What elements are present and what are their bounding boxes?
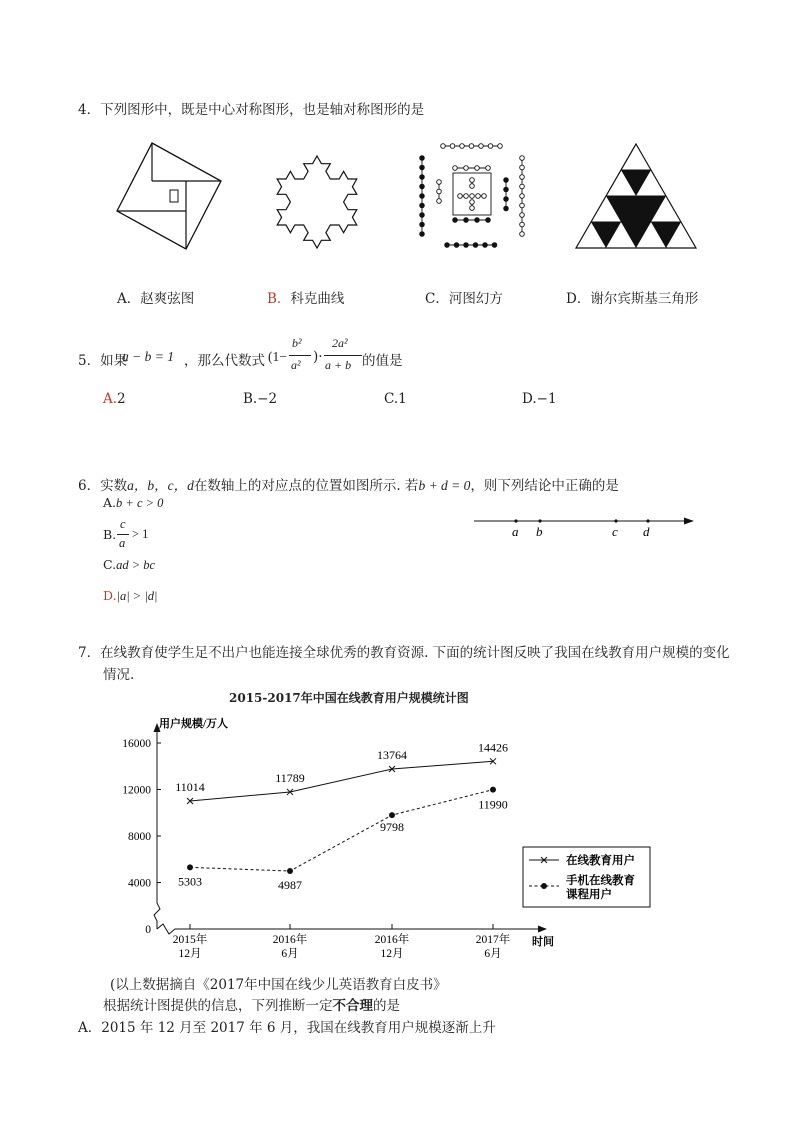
q5-option-b-letter: B. (243, 391, 258, 407)
q6-stem-mid: 在数轴上的对应点的位置如图所示. 若 (193, 478, 419, 494)
q6-option-b-letter: B. (103, 527, 117, 542)
q6-option-b-bar (117, 534, 129, 535)
q5-frac2-num: 2a² (332, 336, 348, 350)
q6-option-d (103, 588, 158, 604)
legend-mobile-course-label-line1: 手机在线教育 (566, 875, 635, 887)
q5-frac1-num: b² (292, 336, 302, 350)
white-dot (470, 200, 475, 205)
white-dot (476, 194, 481, 199)
white-dot (520, 213, 525, 218)
black-dot (420, 203, 425, 208)
white-dot (520, 194, 525, 199)
q6-option-b-den: a (119, 536, 126, 550)
series-mobile-course-marker (187, 864, 193, 870)
x-tick-label-month: 6月 (484, 948, 502, 960)
q5-option-d-value: −1 (536, 391, 557, 407)
q5-condition: a − b = 1 (122, 349, 174, 364)
white-dot (437, 199, 442, 204)
white-dot (453, 166, 458, 171)
y-axis (154, 729, 160, 929)
x-tick-label-month: 12月 (380, 948, 404, 960)
series-online-education-value-label: 13764 (377, 747, 407, 762)
black-dot (420, 184, 425, 189)
q6-vars: a，b，c，d (127, 478, 194, 493)
q6-option-a-letter: A. (103, 495, 117, 510)
series-mobile-course-marker (287, 868, 293, 874)
legend-online-education-label: 在线教育用户 (566, 855, 635, 867)
q7-question-bold: 不合理 (332, 998, 373, 1014)
q5-option-b (243, 391, 277, 407)
q6-option-a-text: b + c > 0 (116, 496, 164, 510)
q6-stem-suffix: ，则下列结论中正确的是 (470, 478, 619, 494)
q6-stem-prefix: 6．实数 (78, 478, 128, 494)
series-mobile-course-value-label: 5303 (178, 874, 202, 889)
q5-frac1-den: a² (291, 358, 301, 372)
q4-option-c-text: 河图幻方 (448, 291, 503, 307)
q5-option-c-letter: C. (384, 391, 399, 407)
q5-frac1-bar (289, 355, 311, 356)
q5-expr-open: (1− (268, 349, 287, 364)
black-dot (454, 243, 459, 248)
y-tick-label: 0 (145, 924, 151, 936)
q5-option-a-letter: A. (103, 391, 118, 407)
q6-option-c-text: ad > bc (116, 558, 156, 572)
q6-option-b (103, 517, 183, 553)
chart-title: 2015-2017年中国在线教育用户规模统计图 (229, 691, 469, 705)
q6-option-b-num: c (120, 517, 126, 531)
white-dot (520, 165, 525, 170)
black-dot (420, 165, 425, 170)
point-d-label: d (643, 524, 650, 539)
q5-frac2-bar (324, 355, 362, 356)
x-axis-arrow-icon (538, 926, 547, 933)
white-dot (464, 166, 469, 171)
black-dot (420, 232, 425, 237)
black-dot (504, 178, 509, 183)
point-a-label: a (512, 524, 519, 539)
q7-question-suffix: 的是 (373, 998, 400, 1014)
white-dot (469, 144, 474, 149)
legend-mobile-course-marker (541, 883, 547, 889)
q6-option-d-text: |a| > |d| (116, 589, 158, 603)
black-dot (420, 175, 425, 180)
q5-option-c (384, 391, 407, 407)
y-tick-label: 16000 (122, 738, 151, 750)
white-dot (520, 156, 525, 161)
q7-source-note: (以上数据摘自《2017年中国在线少儿英语教育白皮书》 (110, 977, 447, 993)
x-axis-label: 时间 (532, 936, 554, 948)
series-mobile-course-marker (389, 812, 395, 818)
point-b-dot (538, 519, 541, 522)
x-tick-label-year: 2016年 (374, 934, 410, 946)
q7-stem-line2: 情况. (103, 667, 135, 683)
white-dot (479, 144, 484, 149)
white-dot (486, 166, 491, 171)
series-online-education-line (190, 761, 493, 801)
series-mobile-course-value-label: 4987 (278, 878, 302, 893)
white-dot (520, 203, 525, 208)
white-dot (488, 144, 493, 149)
q5-stem-prefix: 5．如果 (78, 353, 128, 369)
series-online-education-value-label: 11014 (175, 779, 205, 794)
figure-a-zhao-shuang (110, 140, 225, 252)
q5-option-b-value: −2 (257, 391, 278, 407)
black-dot (464, 243, 469, 248)
white-dot (520, 184, 525, 189)
white-dot (520, 175, 525, 180)
white-dot (464, 194, 469, 199)
x-tick-label-year: 2015年 (172, 934, 208, 946)
y-tick-label: 12000 (122, 784, 151, 797)
white-dot (441, 144, 446, 149)
series-online-education-value-label: 14426 (478, 740, 508, 755)
black-dot (475, 218, 480, 223)
white-dot (520, 232, 525, 237)
point-a-dot (514, 519, 517, 522)
q4-option-d-letter: D． (566, 291, 591, 307)
q5-stem-suffix: 的值是 (362, 353, 403, 369)
black-dot (504, 197, 509, 202)
q7-question (103, 994, 400, 1014)
x-tick-label-month: 6月 (281, 948, 299, 960)
white-dot (437, 180, 442, 185)
series-mobile-course-value-label: 11990 (478, 797, 508, 812)
black-dot (492, 243, 497, 248)
black-dot (420, 222, 425, 227)
q6-option-c-letter: C. (103, 557, 117, 572)
white-dot (470, 206, 475, 211)
q7-stem-line1: 7．在线教育使学生足不出户也能连接全球优秀的教育资源. 下面的统计图反映了我国在线教育用户规模的变化 (78, 645, 730, 661)
q5-stem-mid: ，那么代数式 (184, 353, 265, 369)
black-dot (453, 218, 458, 223)
series-mobile-course-line (190, 790, 493, 871)
q5-frac2-den: a + b (325, 358, 352, 372)
q4-option-b-text: 科克曲线 (290, 291, 345, 307)
q6-option-c (103, 557, 155, 573)
q4-option-c-letter: C． (425, 291, 449, 307)
q4-option-c (425, 287, 503, 307)
figure-b-koch-curve (262, 140, 372, 252)
black-dot (473, 243, 478, 248)
black-dot (420, 156, 425, 161)
series-mobile-course-value-label: 9798 (380, 820, 404, 835)
x-tick-label-month: 12月 (178, 948, 202, 960)
y-tick-label: 8000 (128, 831, 151, 843)
q6-stem (78, 474, 619, 494)
q5-expr-close: )· (313, 349, 323, 365)
white-dot (437, 189, 442, 194)
q5-option-c-value: 1 (398, 391, 407, 407)
series-mobile-course-marker (490, 787, 496, 793)
q4-option-b-letter: B． (267, 291, 291, 307)
x-tick-label-year: 2016年 (272, 934, 308, 946)
q5-option-d (522, 391, 557, 407)
q7-option-a: A．2015 年 12 月至 2017 年 6 月，我国在线教育用户规模逐渐上升 (78, 1020, 496, 1036)
white-dot (475, 166, 480, 171)
black-dot (445, 243, 450, 248)
q5-option-d-letter: D. (522, 391, 537, 407)
q5-option-a (103, 391, 126, 407)
black-dot (504, 206, 509, 211)
q4-option-a-letter: A． (117, 291, 141, 307)
point-c-label: c (612, 524, 618, 539)
black-dot (420, 213, 425, 218)
x-axis (157, 924, 540, 934)
white-dot (458, 194, 463, 199)
white-dot (470, 194, 475, 199)
black-dot (420, 194, 425, 199)
legend-mobile-course-label-line2: 课程用户 (566, 889, 612, 901)
y-axis-label: 用户规模/万人 (159, 718, 229, 730)
q6-option-d-letter: D. (103, 588, 117, 603)
black-dot (483, 243, 488, 248)
q4-option-d (566, 287, 698, 307)
black-dot (486, 218, 491, 223)
q7-question-prefix: 根据统计图提供的信息，下列推断一定 (103, 998, 333, 1014)
series-online-education-value-label: 11789 (275, 770, 305, 785)
q4-stem: 4．下列图形中，既是中心对称图形，也是轴对称图形的是 (78, 102, 425, 118)
white-dot (482, 194, 487, 199)
black-dot (504, 187, 509, 192)
line-chart (122, 708, 660, 970)
q6-number-line (470, 510, 700, 544)
q4-option-d-text: 谢尔宾斯基三角形 (590, 291, 699, 307)
q4-option-a-text: 赵爽弦图 (140, 291, 195, 307)
q6-option-a (103, 495, 163, 511)
black-dot (464, 218, 469, 223)
x-tick-label-year: 2017年 (475, 934, 511, 946)
point-d-dot (646, 519, 649, 522)
white-dot (498, 144, 503, 149)
y-tick-label: 4000 (128, 877, 151, 890)
q5-option-a-value: 2 (117, 391, 126, 407)
q4-option-a (117, 287, 194, 307)
number-line-arrow-icon (684, 518, 694, 525)
white-dot (450, 144, 455, 149)
white-dot (470, 178, 475, 183)
q6-condition: b + d = 0 (418, 478, 471, 493)
point-c-dot (614, 519, 617, 522)
q6-option-b-rest: > 1 (132, 527, 149, 541)
figure-c-hetu-magic-square (412, 140, 532, 252)
point-b-label: b (536, 524, 543, 539)
figure-d-sierpinski-triangle (572, 142, 700, 252)
white-dot (460, 144, 465, 149)
white-dot (470, 184, 475, 189)
white-dot (520, 222, 525, 227)
q4-option-b (267, 287, 344, 307)
